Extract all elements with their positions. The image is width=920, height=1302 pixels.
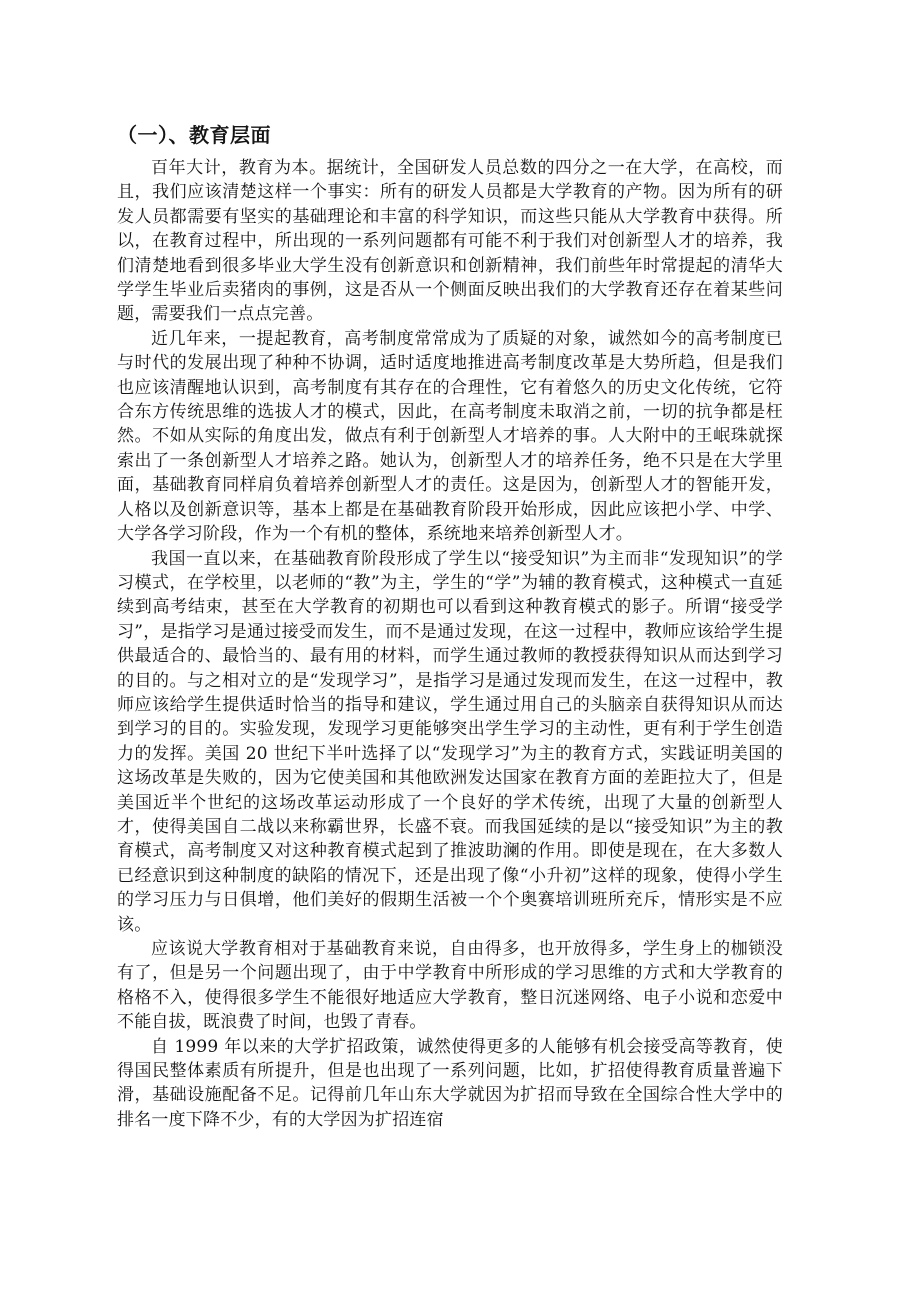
section-heading: （一）、教育层面 bbox=[117, 123, 271, 147]
document-body bbox=[117, 118, 783, 1132]
paragraph-2: 近几年来，一提起教育，高考制度常常成为了质疑的对象，诚然如今的高考制度已与时代的发展出现了种种不协调，适时适度地推进高考制度改革是大势所趋，但是我们也应该清醒地认识到，高考制度有其存在的合理性，它有着悠久的历史文化传统，它符合东方传统思维的选拔人才的模式，因此，在高考制度未取消之前，一切的抗争都是枉然。不如从实际的角度出发，做点有利于创新型人才培养的事。人大附中的王岷珠就探索出了一条创新型人才培养之路。她认为，创新型人才的培养任务，绝不只是在大学里面，基础教育同样肩负着培养创新型人才的责任。这是因为，创新型人才的智能开发，人格以及创新意识等，基本上都是在基础教育阶段开始形成，因此应该把小学、中学、大学各学习阶段，作为一个有机的整体，系统地来培养创新型人才。 bbox=[117, 328, 783, 545]
paragraph-4: 应该说大学教育相对于基础教育来说，自由得多，也开放得多，学生身上的枷锁没有了，但是另一个问题出现了，由于中学教育中所形成的学习思维的方式和大学教育的格格不入，使得很多学生不能很好地适应大学教育，整日沉迷网络、电子小说和恋爱中不能自拔，既浪费了时间，也毁了青春。 bbox=[117, 939, 783, 1033]
paragraph-3: 我国一直以来，在基础教育阶段形成了学生以“接受知识”为主而非“发现知识”的学习模式，在学校里，以老师的“教”为主，学生的“学”为辅的教育模式，这种模式一直延续到高考结束，甚至在大学教育的初期也可以看到这种教育模式的影子。所谓“接受学习”，是指学习是通过接受而发生，而不是通过发现，在这一过程中，教师应该给学生提供最适合的、最恰当的、最有用的材料，而学生通过教师的教授获得知识从而达到学习的目的。与之相对立的是“发现学习”，是指学习是通过发现而发生，在这一过程中，教师应该给学生提供适时恰当的指导和建议，学生通过用自己的头脑亲自获得知识从而达到学习的目的。实验发现，发现学习更能够突出学生学习的主动性，更有利于学生创造力的发挥。美国 20 世纪下半叶选择了以“发现学习”为主的教育方式，实践证明美国的这场改革是失败的，因为它使美国和其他欧洲发达国家在教育方面的差距拉大了，但是美国近半个世纪的这场改革运动形成了一个良好的学术传统，出现了大量的创新型人才，使得美国自二战以来称霸世界，长盛不衰。而我国延续的是以“接受知识”为主的教育模式，高考制度又对这种教育模式起到了推波助澜的作用。即使是现在，在大多数人已经意识到这种制度的缺陷的情况下，还是出现了像“小升初”这样的现象，使得小学生的学习压力与日俱增，他们美好的假期生活被一个个奥赛培训班所充斥，情形实是不应该。 bbox=[117, 548, 783, 935]
paragraph-1: 百年大计，教育为本。据统计，全国研发人员总数的四分之一在大学，在高校，而且，我们应该清楚这样一个事实：所有的研发人员都是大学教育的产物。因为所有的研发人员都需要有坚实的基础理论和丰富的科学知识，而这些只能从大学教育中获得。所以，在教育过程中，所出现的一系列问题都有可能不利于我们对创新型人才的培养，我们清楚地看到很多毕业大学生没有创新意识和创新精神，我们前些年时常提起的清华大学学生毕业后卖猪肉的事例，这是否从一个侧面反映出我们的大学教育还存在着某些问题，需要我们一点点完善。 bbox=[117, 158, 783, 325]
paragraph-5: 自 1999 年以来的大学扩招政策，诚然使得更多的人能够有机会接受高等教育，使得国民整体素质有所提升，但是也出现了一系列问题，比如，扩招使得教育质量普遍下滑，基础设施配备不足。记得前几年山东大学就因为扩招而导致在全国综合性大学中的排名一度下降不少，有的大学因为扩招连宿 bbox=[117, 1036, 783, 1130]
